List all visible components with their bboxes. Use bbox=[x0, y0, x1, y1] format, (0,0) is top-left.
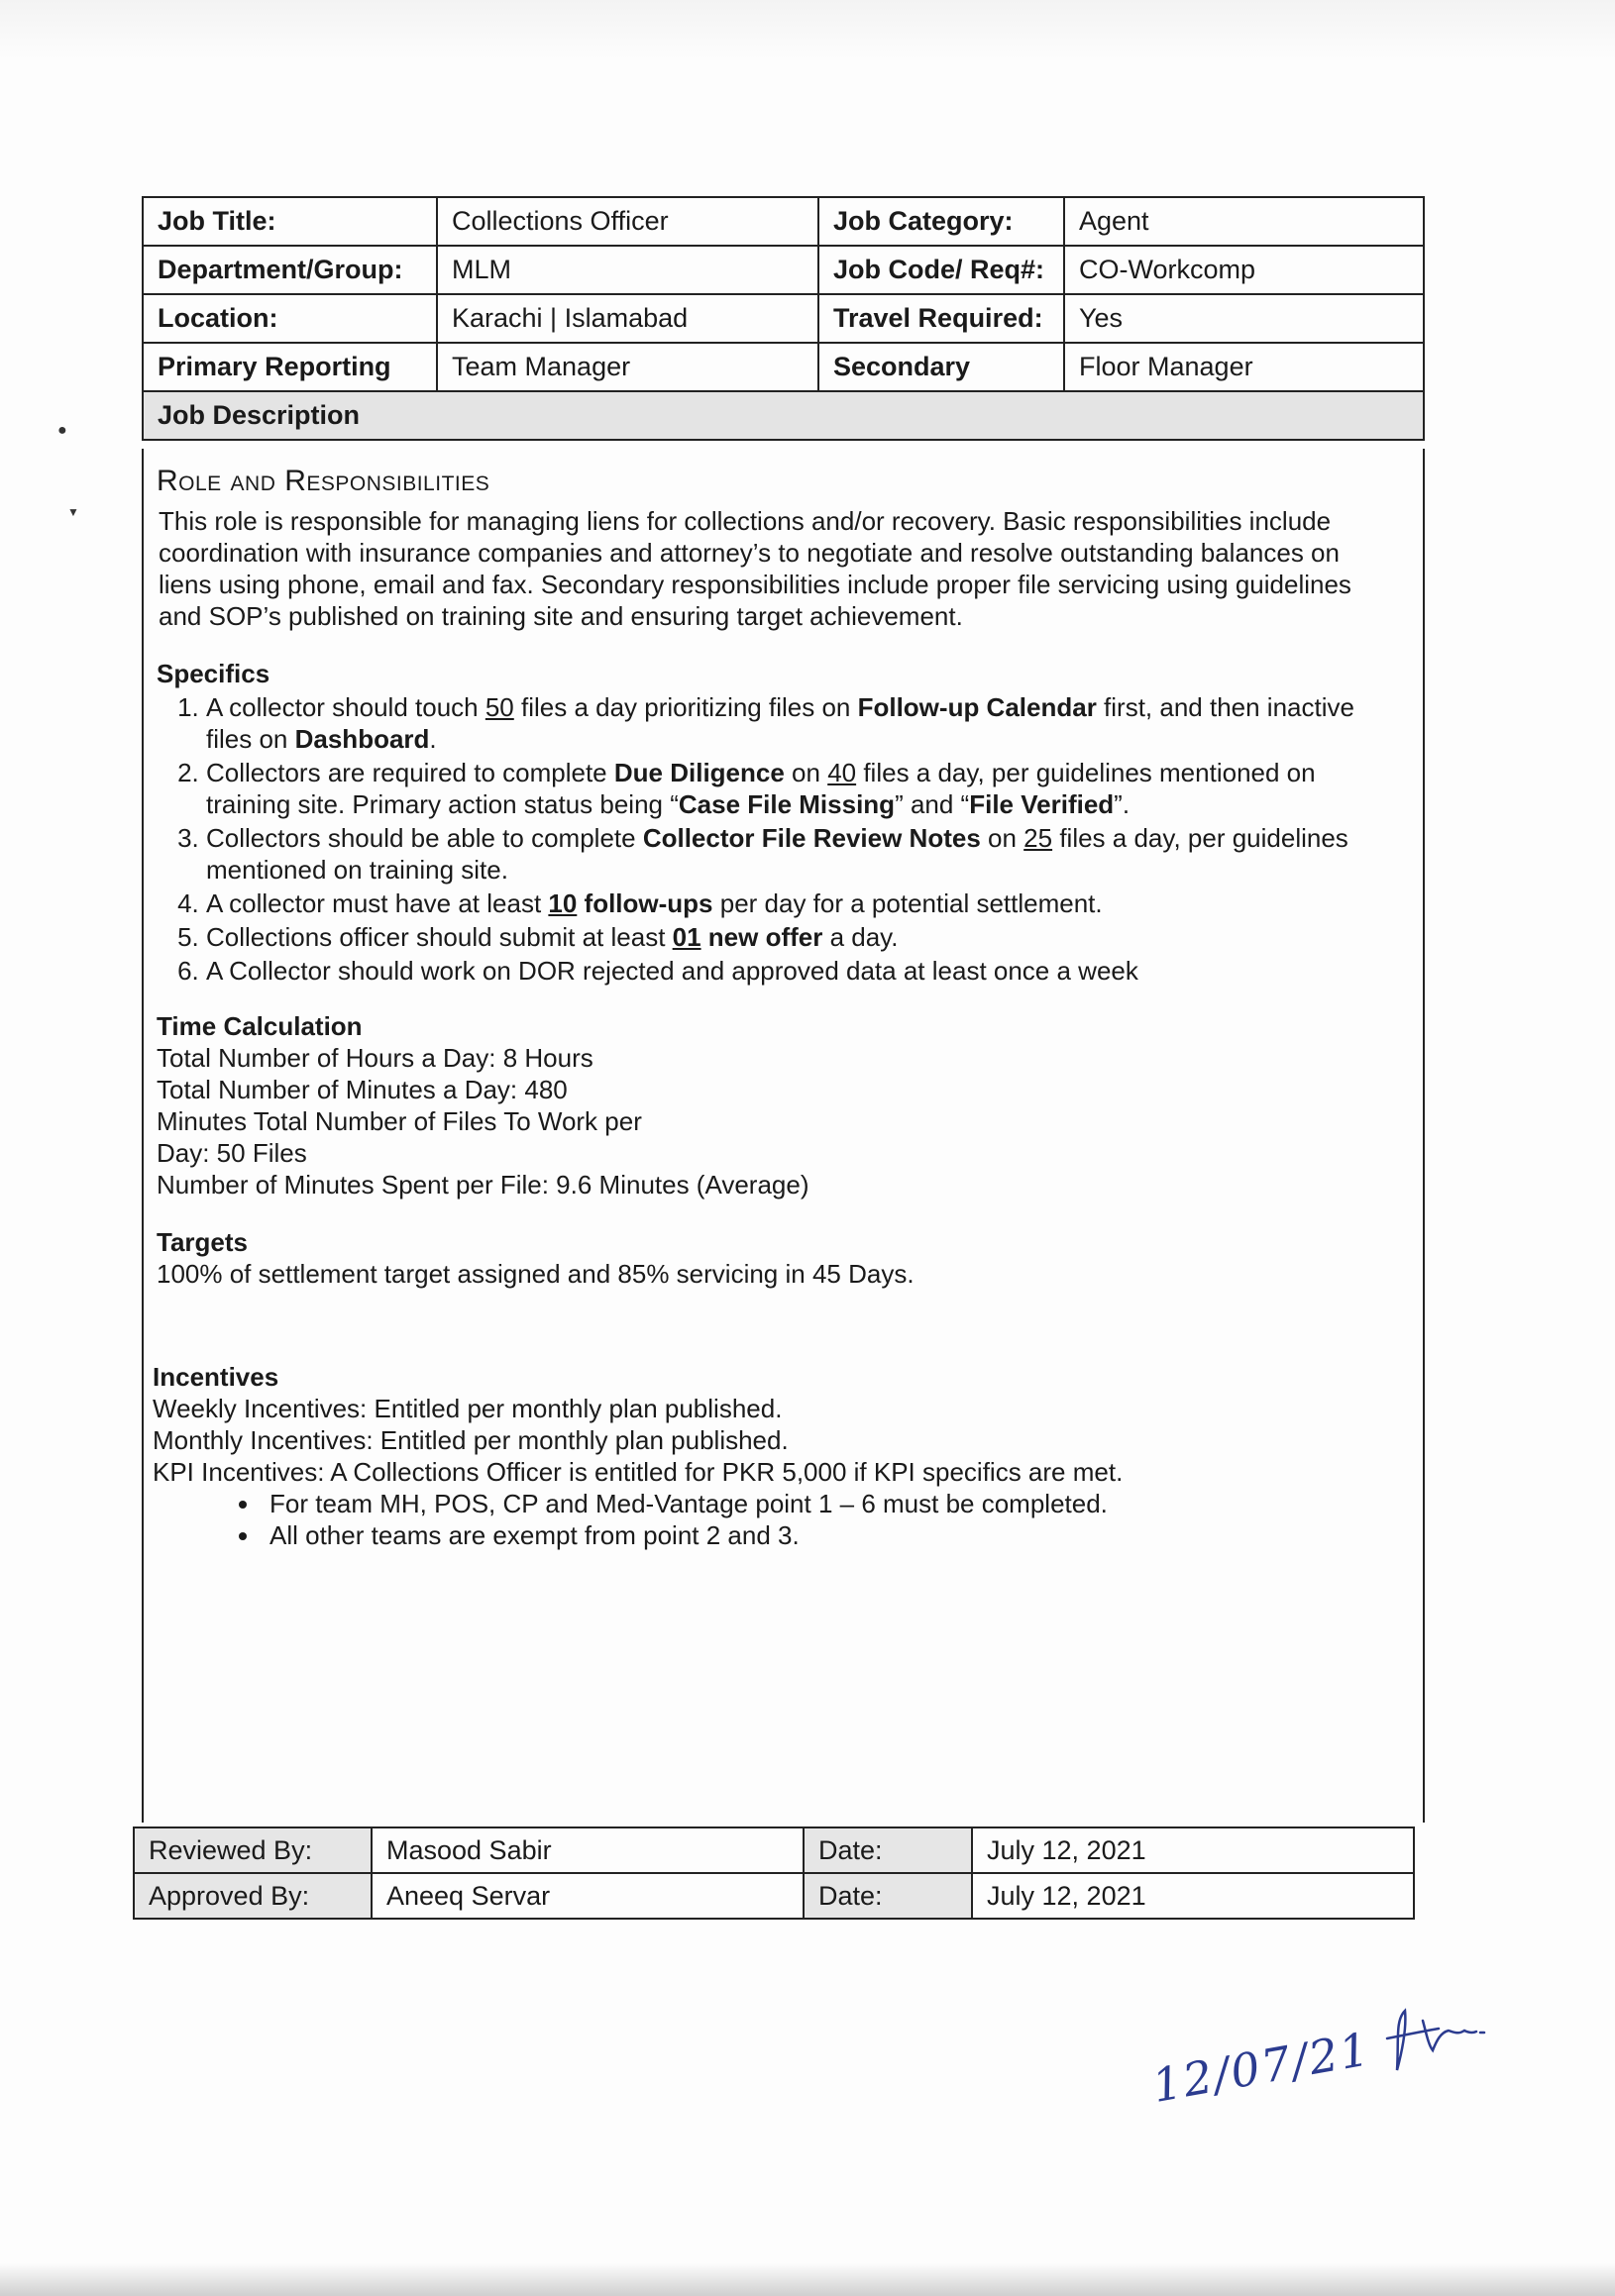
review-date-label: Date: bbox=[804, 1827, 972, 1873]
time-line: Day: 50 Files bbox=[157, 1138, 307, 1168]
scan-shadow bbox=[0, 0, 1615, 59]
travel-value: Yes bbox=[1064, 294, 1424, 343]
approval-date-value: July 12, 2021 bbox=[972, 1873, 1414, 1919]
text-run: files a day, per guidelines mentioned on training site. Primary action status being “ bbox=[206, 758, 1316, 819]
list-item bbox=[206, 757, 1395, 820]
job-category-value: Agent bbox=[1064, 197, 1424, 246]
time-line: Total Number of Hours a Day: 8 Hours bbox=[157, 1043, 593, 1073]
text-run: Collectors should be able to complete bbox=[206, 823, 643, 853]
target-number: 01 bbox=[672, 922, 701, 952]
list-item bbox=[206, 822, 1395, 886]
bold-term: Case File Missing bbox=[678, 789, 896, 819]
target-number: 25 bbox=[1023, 823, 1053, 853]
time-calculation-section bbox=[157, 1010, 1395, 1200]
text-run: a day. bbox=[822, 922, 899, 952]
targets-heading: Targets bbox=[157, 1227, 248, 1257]
bold-term: Follow-up Calendar bbox=[857, 692, 1097, 722]
text-run: on bbox=[980, 823, 1024, 853]
approval-date-label: Date: bbox=[804, 1873, 972, 1919]
header-row bbox=[143, 246, 1424, 294]
incentives-heading: Incentives bbox=[153, 1362, 279, 1392]
target-number: 10 bbox=[548, 888, 578, 918]
text-run: Collectors are required to complete bbox=[206, 758, 614, 787]
text-run: ” and “ bbox=[895, 789, 970, 819]
kpi-bullets bbox=[153, 1488, 1395, 1551]
approved-by-value: Aneeq Servar bbox=[372, 1873, 804, 1919]
bold-term: follow-ups bbox=[577, 888, 713, 918]
text-run: per day for a potential settlement. bbox=[712, 888, 1103, 918]
approval-table bbox=[133, 1826, 1415, 1920]
text-run: . bbox=[429, 724, 437, 754]
bold-term: File Verified bbox=[969, 789, 1115, 819]
list-item bbox=[206, 921, 1395, 953]
list-item: • For team MH, POS, CP and Med-Vantage point 1 – 6 must be completed. bbox=[262, 1488, 1395, 1519]
text-run: files a day, per guidelines mentioned on training site. bbox=[206, 823, 1348, 885]
job-title-label: Job Title: bbox=[143, 197, 437, 246]
department-label: Department/Group: bbox=[143, 246, 437, 294]
list-item: • All other teams are exempt from point 2 and 3. bbox=[262, 1519, 1395, 1551]
incentive-line: KPI Incentives: A Collections Officer is entitled for PKR 5,000 if KPI specifics are met. bbox=[153, 1457, 1124, 1487]
job-header-table bbox=[142, 196, 1425, 441]
text-run: files a day prioritizing files on bbox=[513, 692, 858, 722]
scan-mark: ▼ bbox=[67, 505, 79, 519]
specifics-heading: Specifics bbox=[157, 659, 270, 688]
incentive-line: Monthly Incentives: Entitled per monthly plan published. bbox=[153, 1425, 789, 1455]
approved-by-label: Approved By: bbox=[134, 1873, 372, 1919]
text-run: on bbox=[784, 758, 828, 787]
job-description-row bbox=[143, 391, 1424, 440]
text-run: first, and then inactive files on bbox=[206, 692, 1354, 754]
specifics-list bbox=[157, 691, 1395, 987]
bold-term: Dashboard bbox=[294, 724, 430, 754]
location-label: Location: bbox=[143, 294, 437, 343]
travel-label: Travel Required: bbox=[818, 294, 1064, 343]
job-title-value: Collections Officer bbox=[437, 197, 818, 246]
job-category-label: Job Category: bbox=[818, 197, 1064, 246]
text-run: A collector must have at least bbox=[206, 888, 549, 918]
time-calculation-heading: Time Calculation bbox=[157, 1011, 363, 1041]
header-row bbox=[143, 343, 1424, 391]
approval-row bbox=[134, 1827, 1414, 1873]
job-description-content bbox=[153, 465, 1395, 1551]
time-line: Number of Minutes Spent per File: 9.6 Minutes (Average) bbox=[157, 1170, 809, 1200]
reviewed-by-label: Reviewed By: bbox=[134, 1827, 372, 1873]
secondary-reporting-value: Floor Manager bbox=[1064, 343, 1424, 391]
approval-row bbox=[134, 1873, 1414, 1919]
scan-mark: ● bbox=[57, 422, 67, 439]
incentive-line: Weekly Incentives: Entitled per monthly plan published. bbox=[153, 1394, 783, 1423]
list-item bbox=[206, 691, 1395, 755]
text-run: ”. bbox=[1114, 789, 1130, 819]
targets-text: 100% of settlement target assigned and 85% servicing in 45 Days. bbox=[157, 1259, 915, 1289]
target-number: 50 bbox=[484, 692, 514, 722]
bold-term: Collector File Review Notes bbox=[642, 823, 981, 853]
text-run: Collections officer should submit at least bbox=[206, 922, 673, 952]
incentives-section bbox=[153, 1361, 1395, 1551]
department-value: MLM bbox=[437, 246, 818, 294]
list-item bbox=[206, 887, 1395, 919]
secondary-reporting-label: Secondary bbox=[818, 343, 1064, 391]
job-description-heading: Job Description bbox=[143, 391, 1424, 440]
bold-term: Due Diligence bbox=[613, 758, 785, 787]
review-date-value: July 12, 2021 bbox=[972, 1827, 1414, 1873]
target-number: 40 bbox=[827, 758, 857, 787]
list-item bbox=[206, 955, 1395, 987]
signature bbox=[1377, 2001, 1516, 2080]
role-heading: Role and Responsibilities bbox=[157, 465, 490, 497]
bold-term: new offer bbox=[700, 922, 823, 952]
job-code-value: CO-Workcomp bbox=[1064, 246, 1424, 294]
reviewed-by-value: Masood Sabir bbox=[372, 1827, 804, 1873]
header-row bbox=[143, 197, 1424, 246]
text-run: A Collector should work on DOR rejected and approved data at least once a week bbox=[206, 956, 1138, 986]
scan-edge bbox=[0, 2263, 1615, 2296]
time-line: Total Number of Minutes a Day: 480 bbox=[157, 1075, 568, 1104]
text-run: A collector should touch bbox=[206, 692, 485, 722]
header-row bbox=[143, 294, 1424, 343]
job-code-label: Job Code/ Req#: bbox=[818, 246, 1064, 294]
role-paragraph: This role is responsible for managing liens for collections and/or recovery. Basic responsibilities include coordination with insurance companies and attorney’s to negotiate and resolve outstanding balances on liens using phone, email and fax. Secondary responsibilities include proper file servicing using guidelines and SOP’s published on training site and ensuring target achievement. bbox=[159, 506, 1351, 631]
location-value: Karachi | Islamabad bbox=[437, 294, 818, 343]
targets-section bbox=[157, 1226, 1395, 1290]
primary-reporting-label: Primary Reporting bbox=[143, 343, 437, 391]
primary-reporting-value: Team Manager bbox=[437, 343, 818, 391]
time-line: Minutes Total Number of Files To Work per bbox=[157, 1106, 642, 1136]
handwritten-date: 12/07/21 bbox=[1148, 2022, 1375, 2113]
